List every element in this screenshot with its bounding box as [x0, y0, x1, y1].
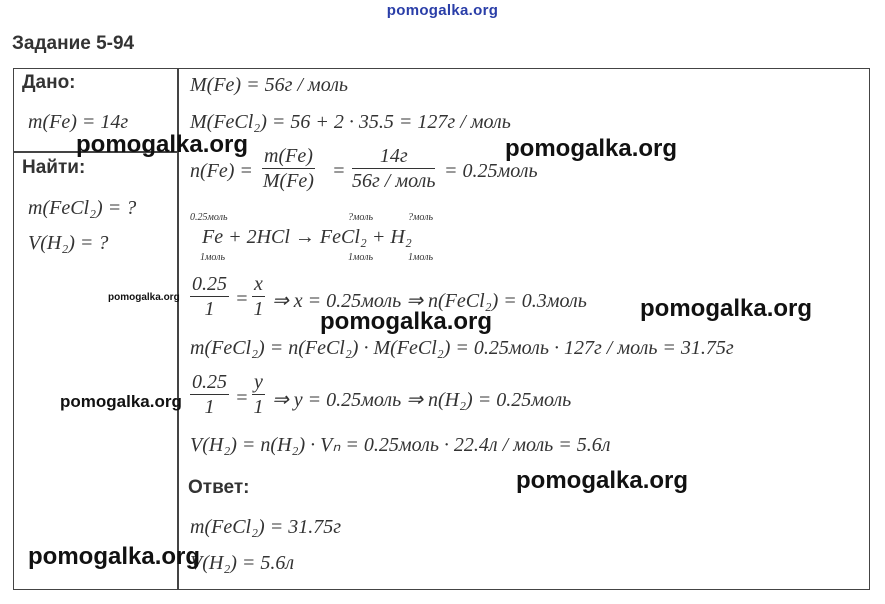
watermark-text: pomogalka.org: [60, 392, 182, 411]
proportion-1-fraction-1: [190, 273, 229, 320]
moles-fe-fraction-2: [352, 145, 435, 192]
answer-label: Ответ:: [188, 477, 250, 498]
reaction-equation: Fe + 2HCl → FeCl₂ + H₂: [202, 226, 412, 248]
reaction-fe-coef: 1моль: [200, 252, 226, 263]
moles-fe-fraction-1: [262, 145, 315, 192]
fraction-denominator: 1: [253, 396, 264, 418]
reaction-fecl2-moles-unknown: ?моль: [348, 212, 374, 223]
mass-fecl2-calculation: m(FeCl₂) = n(FeCl₂) · M(FeCl₂) = 0.25моль · 127г / моль = 31.75г: [190, 337, 734, 359]
find-volume-h2: V(H₂) = ?: [28, 232, 109, 254]
moles-fe-result: = 0.25моль: [444, 160, 538, 182]
given-mass-fe: m(Fe) = 14г: [28, 111, 129, 133]
answer-mass-fecl2: m(FeCl₂) = 31.75г: [190, 516, 342, 538]
proportion-2-result: ⇒ y = 0.25моль ⇒ n(H₂) = 0.25моль: [272, 389, 572, 411]
moles-fe-lhs: n(Fe) =: [190, 160, 253, 182]
watermark-text: pomogalka.org: [505, 135, 678, 162]
watermark-text: pomogalka.org: [516, 467, 689, 494]
site-header-link[interactable]: pomogalka.org: [386, 2, 499, 19]
watermark-text: pomogalka.org: [28, 543, 201, 570]
find-mass-fecl2: m(FeCl₂) = ?: [28, 197, 137, 219]
proportion-2-fraction-2: [252, 371, 265, 418]
moles-fe-equals: =: [332, 160, 346, 182]
proportion-2-equals: =: [235, 387, 249, 409]
fraction-denominator: 1: [253, 298, 264, 320]
reaction-h2-coef: 1моль: [408, 252, 434, 263]
watermark-text: pomogalka.org: [108, 292, 180, 303]
proportion-1-fraction-2: [252, 273, 265, 320]
reaction-fe-moles-given: 0.25моль: [190, 212, 228, 223]
watermark-text: pomogalka.org: [320, 308, 493, 335]
volume-h2-calculation: V(H₂) = n(H₂) · Vₙ = 0.25моль · 22.4л / моль = 5.6л: [190, 434, 611, 456]
fraction-denominator: 1: [204, 298, 215, 320]
given-label: Дано:: [22, 72, 76, 93]
fraction-denominator: 1: [204, 396, 215, 418]
proportion-1-equals: =: [235, 288, 249, 310]
watermark-text: pomogalka.org: [76, 131, 249, 158]
fraction-numerator: 14г: [352, 145, 435, 169]
fraction-numerator: y: [254, 371, 263, 393]
find-label: Найти:: [22, 157, 86, 178]
fraction-numerator: x: [254, 273, 263, 295]
task-title: Задание 5-94: [12, 33, 135, 54]
molar-mass-fe: M(Fe) = 56г / моль: [190, 74, 349, 96]
molar-mass-fecl2: M(FeCl₂) = 56 + 2 · 35.5 = 127г / моль: [190, 111, 511, 133]
fraction-denominator: M(Fe): [262, 170, 314, 192]
fraction-numerator: m(Fe): [264, 145, 313, 167]
proportion-1-result: ⇒ x = 0.25моль ⇒ n(FeCl₂) = 0.3моль: [272, 290, 587, 312]
fraction-denominator: 56г / моль: [352, 170, 436, 192]
proportion-2-fraction-1: [190, 371, 229, 418]
reaction-h2-moles-unknown: ?моль: [408, 212, 434, 223]
watermark-text: pomogalka.org: [640, 295, 813, 322]
reaction-fecl2-coef: 1моль: [348, 252, 374, 263]
answer-volume-h2: V(H₂) = 5.6л: [190, 552, 295, 574]
fraction-numerator: 0.25: [192, 371, 227, 393]
fraction-numerator: 0.25: [192, 273, 227, 295]
